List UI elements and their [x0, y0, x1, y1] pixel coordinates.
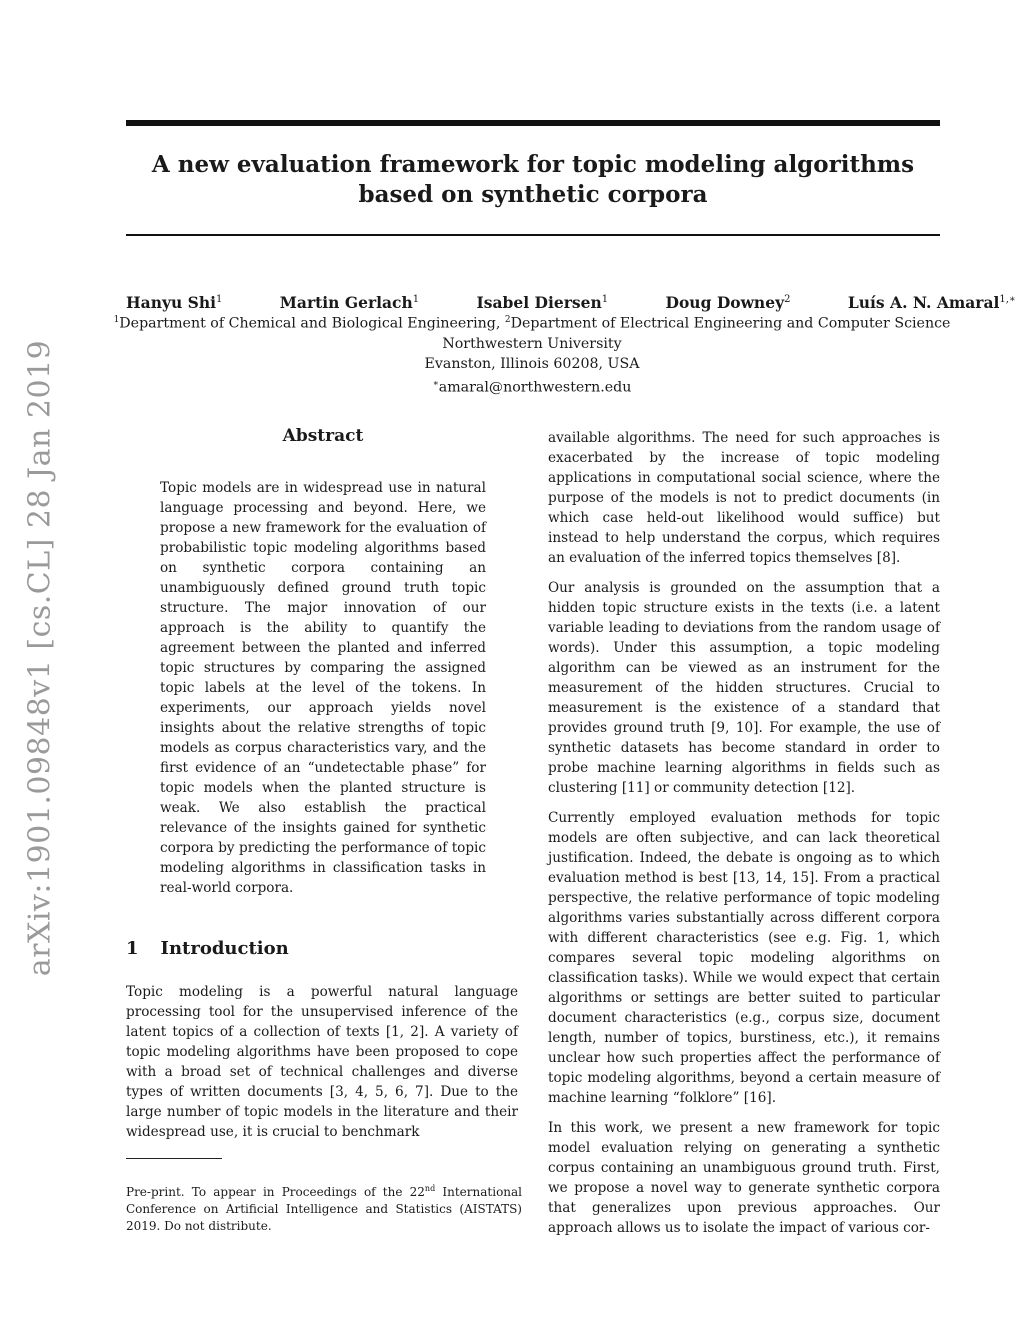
footnote: Pre-print. To appear in Proceedings of the 22nd International Conference on Artificial Intelligence and Statistics (AISTATS) 2019. Do not distribute. — [126, 1184, 523, 1233]
intro-paragraph: Topic modeling is a powerful natural language processing tool for the unsupervised inference of the latent topics of a collection of texts [1, 2]. A variety of topic modeling algorithms have been proposed to cope with a broad set of technical challenges and diverse types of written documents [3, 4, 5, 6, 7]. Due to the large number of topic models in the literature and their widespread use, it is crucial to benchmark — [126, 984, 518, 1140]
author: Doug Downey$^2$ — [665, 293, 791, 313]
email: ∗amaral@northwestern.edu — [432, 378, 632, 396]
title-bottom-rule — [126, 234, 940, 236]
section-heading: 1 Introduction — [126, 938, 289, 959]
paragraph: available algorithms. The need for such approaches is exacerbated by the increase of topic modeling applications in computational social science, where the purpose of the models is not to predict documents (in which case held-out likelihood would suffice) but instead to help understand the corpus, which requires an evaluation of the inferred topics themselves [8]. — [548, 430, 940, 566]
paper-title: A new evaluation framework for topic modeling algorithms based on synthetic corpora — [151, 151, 915, 208]
abstract-heading: Abstract — [282, 426, 364, 446]
arxiv-stamp: arXiv:1901.09848v1 [cs.CL] 28 Jan 2019 — [22, 339, 58, 977]
paragraph: Our analysis is grounded on the assumption that a hidden topic structure exists in the texts (i.e. a latent variable leading to deviations from the random usage of words). Under this assumption, a topic modeling algorithm can be viewed as an instrument for the measurement of the hidden structures. Crucial to measurement is the existence of a standard that provides ground truth [9, 10]. For example, the use of synthetic datasets has become standard in order to probe machine learning algorithms in fields such as clustering [11] or community detection [12]. — [548, 580, 940, 796]
author: Martin Gerlach$^1$ — [279, 293, 420, 313]
paragraph: In this work, we present a new framework for topic model evaluation relying on generating a synthetic corpus containing an unambiguous ground truth. First, we propose a novel way to generate synthetic corpora that generalizes upon previous approaches. Our approach allows us to isolate the impact of various cor- — [548, 1120, 940, 1236]
paragraph: Currently employed evaluation methods for topic models are often subjective, and can lack theoretical justification. Indeed, the debate is ongoing as to which evaluation method is best [13, 14, 15]. From a practical perspective, the relative performance of topic modeling algorithms varies substantially across different corpora with different characteristics (see e.g. Fig. 1, which compares several topic modeling algorithms on classification tasks). While we would expect that certain algorithms or settings are better suited to particular document characteristics (e.g., corpus size, document length, number of topics, burstiness, etc.), it remains unclear how such properties affect the performance of topic modeling algorithms, beyond a certain measure of machine learning “folklore” [16]. — [548, 810, 940, 1106]
abstract-text: Topic models are in widespread use in natural language processing and beyond. Here, we propose a new framework for the evaluation of probabilistic topic modeling algorithms based on synthetic corpora containing an unambiguously defined ground truth topic structure. The major innovation of our approach is the ability to quantify the agreement between the planted and inferred topic structures by comparing the assigned topic labels at the level of the tokens. In experiments, our approach yields novel insights about the relative strengths of topic models as corpus characteristics vary, and the first evidence of an “undetectable phase” for topic models when the planted structure is weak. We also establish the practical relevance of the insights gained for synthetic corpora by predicting the performance of topic modeling algorithms in classification tasks in real-world corpora. — [160, 480, 486, 896]
author: Luís A. N. Amaral$^{1,∗}$ — [847, 293, 1016, 313]
departments: $^1$Department of Chemical and Biological Engineering, $^2$Department of Electrical Engineering and Computer Science — [113, 315, 951, 332]
right-column — [548, 428, 940, 1248]
footnote-rule — [126, 1158, 222, 1159]
title-top-rule — [126, 120, 940, 126]
author: Isabel Diersen$^1$ — [476, 293, 609, 313]
university: Northwestern University — [442, 335, 622, 352]
address: Evanston, Illinois 60208, USA — [424, 355, 640, 372]
affiliations — [90, 310, 974, 397]
author: Hanyu Shi$^1$ — [126, 293, 223, 313]
